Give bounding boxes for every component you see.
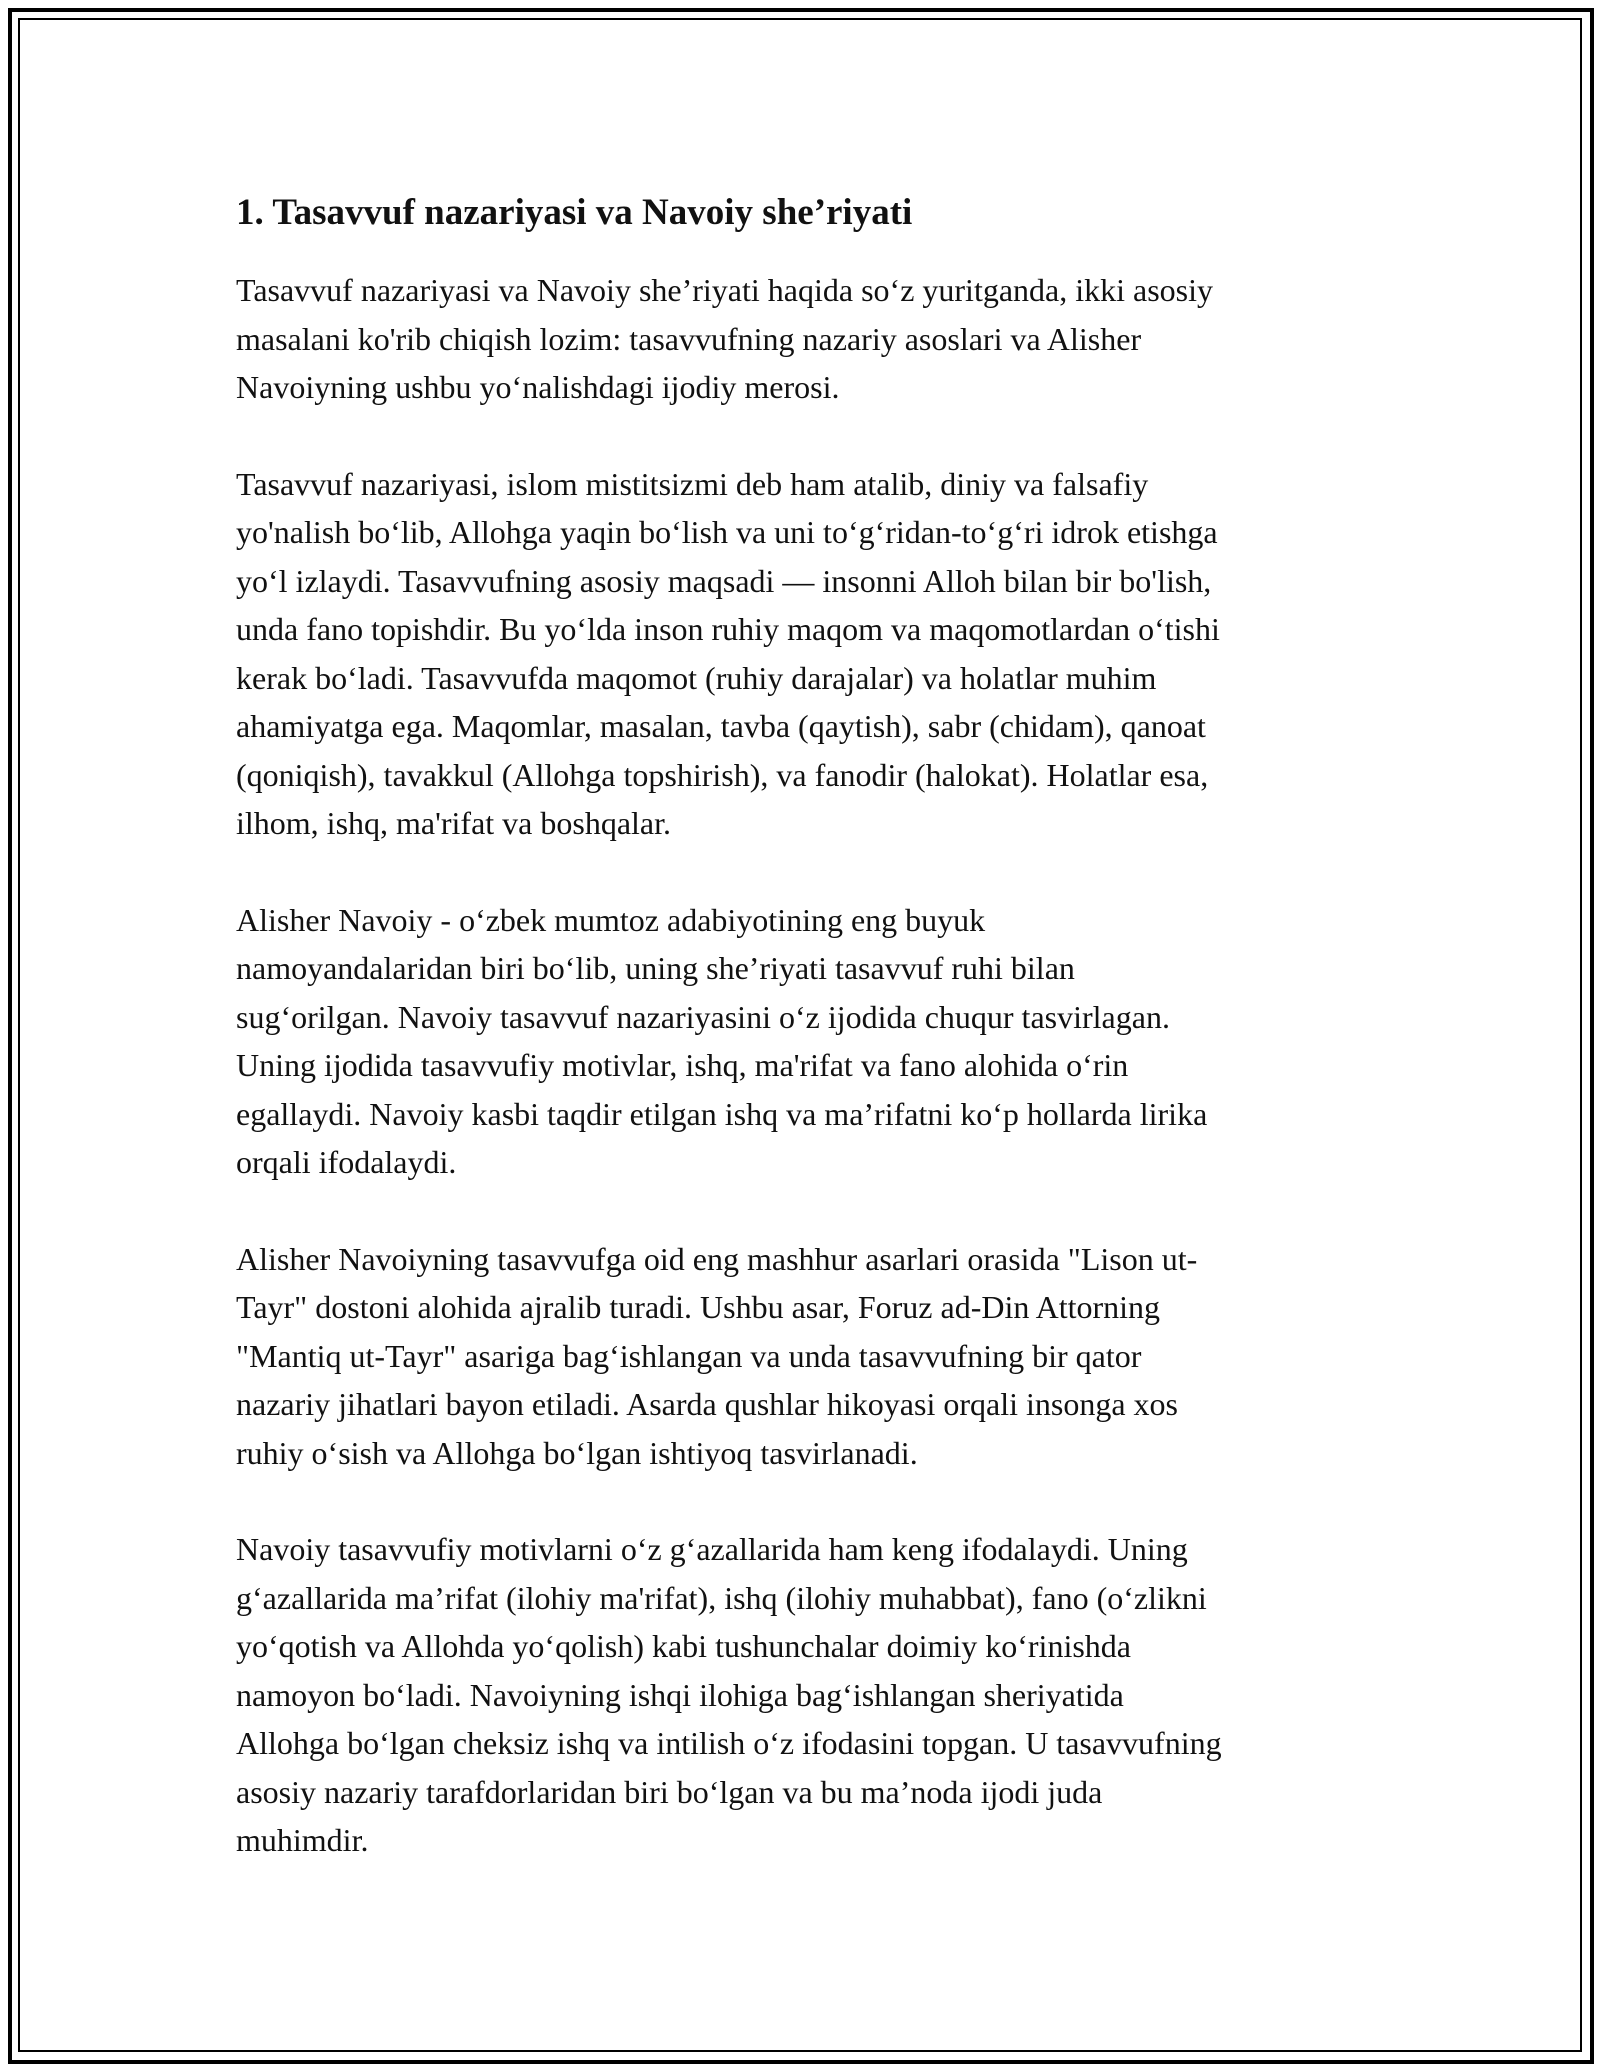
text-line: ahamiyatga ega. Maqomlar, masalan, tavba (qaytish), sabr (chidam), qanoat (236, 708, 1206, 744)
text-line: Alisher Navoiy - o‘zbek mumtoz adabiyotining eng buyuk (236, 901, 986, 938)
text-line: egallaydi. Navoiy kasbi taqdir etilgan ishq va ma’rifatni ko‘p hollarda lirika (236, 1095, 1208, 1132)
text-line: Alisher Navoiyning tasavvufga oid eng mashhur asarlari orasida "Lison ut- (236, 1240, 1198, 1277)
paragraph-navoiy-poetry (236, 896, 1376, 1187)
paragraph-tasavvuf-theory (236, 460, 1376, 848)
text-line: namoyandalaridan biri bo‘lib, uning she’riyati tasavvuf ruhi bilan (236, 950, 1075, 986)
paragraph-intro (236, 266, 1376, 412)
text-line: kerak bo‘ladi. Tasavvufda maqomot (ruhiy darajalar) va holatlar muhim (236, 659, 1157, 696)
document-body (236, 186, 1376, 1913)
text-line: Uning ijodida tasavvufiy motivlar, ishq, ma'rifat va fano alohida o‘rin (236, 1047, 1129, 1083)
text-line: unda fano topishdir. Bu yo‘lda inson ruhiy maqom va maqomotlardan o‘tishi (236, 611, 1220, 647)
text-line: sug‘orilgan. Navoiy tasavvuf nazariyasini o‘z ijodida chuqur tasvirlagan. (236, 998, 1170, 1035)
text-line: masalani ko'rib chiqish lozim: tasavvufning nazariy asoslari va Alisher (236, 320, 1142, 357)
text-line: ruhiy o‘sish va Allohga bo‘lgan ishtiyoq tasvirlanadi. (236, 1434, 918, 1471)
text-line: Tasavvuf nazariyasi va Navoiy she’riyati haqida so‘z yuritganda, ikki asosiy (236, 272, 1214, 308)
text-line: yo‘qotish va Allohda yo‘qolish) kabi tushunchalar doimiy ko‘rinishda (236, 1628, 1131, 1664)
text-line: muhimdir. (236, 1822, 369, 1858)
text-line: (qoniqish), tavakkul (Allohga topshirish), va fanodir (halokat). Holatlar esa, (236, 756, 1209, 793)
text-line: yo'nalish bo‘lib, Allohga yaqin bo‘lish va uni to‘g‘ridan-to‘g‘ri idrok etishga (236, 514, 1218, 550)
text-line: g‘azallarida ma’rifat (ilohiy ma'rifat), ishq (ilohiy muhabbat), fano (o‘zlikni (236, 1579, 1207, 1616)
text-line: nazariy jihatlari bayon etiladi. Asarda qushlar hikoyasi orqali insonga xos (236, 1386, 1178, 1422)
text-line: orqali ifodalaydi. (236, 1144, 457, 1180)
text-line: Tasavvuf nazariyasi, islom mistitsizmi deb ham atalib, diniy va falsafiy (236, 465, 1149, 502)
paragraph-gazallar (236, 1525, 1376, 1865)
text-line: ilhom, ishq, ma'rifat va boshqalar. (236, 805, 672, 841)
text-line: "Mantiq ut-Tayr" asariga bag‘ishlangan va unda tasavvufning bir qator (236, 1337, 1142, 1374)
text-line: Allohga bo‘lgan cheksiz ishq va intilish o‘z ifodasini topgan. U tasavvufning (236, 1725, 1222, 1761)
text-line: asosiy nazariy tarafdorlaridan biri bo‘lgan va bu ma’noda ijodi juda (236, 1773, 1103, 1810)
section-title: 1. Tasavvuf nazariyasi va Navoiy she’riyati (236, 192, 913, 233)
text-line: Navoiy tasavvufiy motivlarni o‘z g‘azallarida ham keng ifodalaydi. Uning (236, 1531, 1188, 1567)
text-line: namoyon bo‘ladi. Navoiyning ishqi ilohiga bag‘ishlangan sheriyatida (236, 1676, 1124, 1713)
text-line: yo‘l izlaydi. Tasavvufning asosiy maqsadi — insonni Alloh bilan bir bo'lish, (236, 562, 1212, 599)
text-line: Navoiyning ushbu yo‘nalishdagi ijodiy merosi. (236, 369, 840, 405)
text-line: Tayr" dostoni alohida ajralib turadi. Ushbu asar, Foruz ad-Din Attorning (236, 1289, 1161, 1325)
paragraph-lison-ut-tayr (236, 1235, 1376, 1478)
